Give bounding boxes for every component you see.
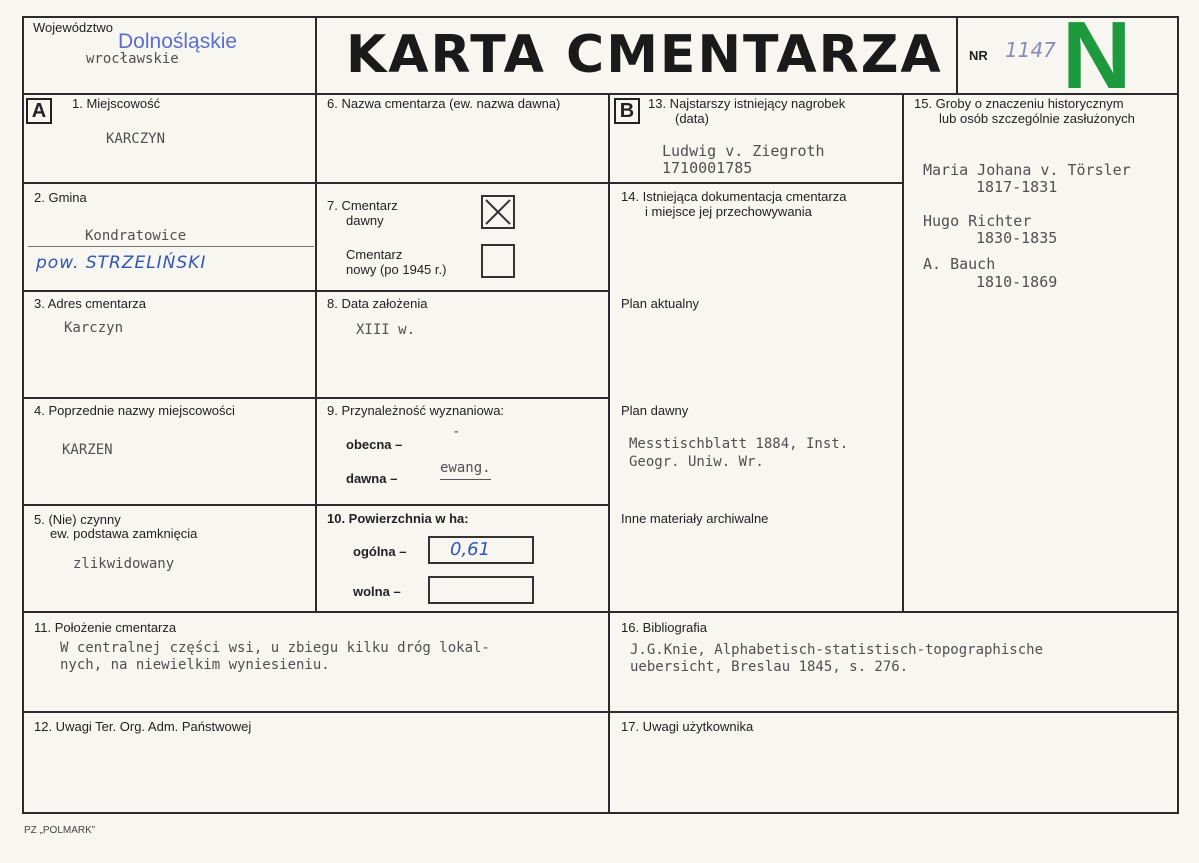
wojewodztwo-stamp: Dolnośląskie [118,30,238,53]
f7-label: 7. Cmentarz [327,198,398,213]
f8-value: XIII w. [356,322,416,338]
f14-label-line2: i miejsce jej przechowywania [645,204,812,219]
row-bottom-upper [22,611,1179,613]
title-left-divider [315,16,317,94]
f17-label: 17. Uwagi użytkownika [621,719,754,734]
f16-line2: uebersicht, Breslau 1845, s. 276. [630,659,909,675]
f11-label: 11. Położenie cmentarza [34,620,177,635]
row-b14 [608,182,904,184]
plan-former-label: Plan dawny [621,403,689,418]
f7-new-label1: Cmentarz [346,247,403,262]
wojewodztwo-typed: wrocławskie [86,51,179,67]
f13-value-line2: 17100017​85 [662,159,753,177]
f13-value-line1: Ludwig v. Ziegroth [662,142,825,160]
col-divider-3 [902,93,904,612]
grave-3-years: 1810-1869 [976,273,1058,291]
f5-label-line2: ew. podstawa zamknięcia [50,526,198,541]
row-a1 [22,182,610,184]
frame-bottom [22,812,1179,814]
section-a-box: A [26,98,52,124]
f10-label: 10. Powierzchnia w ha: [327,511,469,526]
f10-total-label: ogólna – [353,544,407,559]
page-title: KARTA CMENTARZA [346,25,943,85]
header-divider [22,93,1179,95]
f2-label: 2. Gmina [34,190,87,205]
f10-free-input[interactable] [428,576,534,604]
f9-current-label: obecna – [346,437,403,452]
other-materials-label: Inne materiały archiwalne [621,511,769,526]
f3-label: 3. Adres cmentarza [34,296,146,311]
f11-line1: W centralnej części wsi, u zbiegu kilku dróg lokal- [60,640,490,656]
printer-imprint: PZ „POLMARK” [24,825,96,836]
plan-former-line2: Geogr. Uniw. Wr. [629,454,764,470]
f9-former-value: ewang. [440,460,491,480]
f6-label: 6. Nazwa cmentarza (ew. nazwa dawna) [327,96,561,111]
f10-total-value: 0,61 [450,539,491,560]
grave-2-name: Hugo Richter [923,212,1032,230]
nr-label: NR [969,48,988,63]
gmina-underline [28,246,314,247]
col-divider-1 [315,93,317,612]
col-divider-2 [608,93,610,813]
grave-1-name: Maria Johana v. Törsler [923,161,1131,179]
f9-label: 9. Przynależność wyznaniowa: [327,403,505,418]
row-a2 [22,290,610,292]
f4-value: KARZEN [62,442,113,458]
f16-line1: J.G.Knie, Alphabetisch-statistisch-topographische [630,642,1044,658]
f10-free-label: wolna – [353,584,401,599]
grave-2-years: 1830-1835 [976,229,1058,247]
f7-old-checkbox[interactable] [481,195,515,229]
f10-total-input[interactable] [428,536,534,564]
f13-label-line2: (data) [675,111,709,126]
title-right-divider [956,16,958,94]
plan-current-label: Plan aktualny [621,296,700,311]
f7-new-checkbox[interactable] [481,244,515,278]
f14-label-line1: 14. Istniejąca dokumentacja cmentarza [621,189,847,204]
f5-label-line1: 5. (Nie) czynny [34,512,121,527]
frame-top [22,16,1179,18]
f16-label: 16. Bibliografia [621,620,707,635]
grave-1-years: 1817-1831 [976,178,1058,196]
f1-value: KARCZYN [106,131,166,147]
f5-value: zlikwidowany [73,556,175,572]
category-letter: N [1062,2,1132,109]
frame-right [1177,16,1179,814]
row-a4 [22,504,610,506]
f3-value: Karczyn [64,320,124,336]
x-mark-icon [483,197,513,227]
nr-value: 1147 [1005,38,1056,62]
f1-label: 1. Miejscowość [72,96,161,111]
f2-hand-note: pow. STRZELIŃSKI [36,253,207,273]
f8-label: 8. Data założenia [327,296,428,311]
f7-old-label: dawny [346,213,384,228]
plan-former-line1: Messtischblatt 1884, Inst. [629,436,849,452]
f2-value: Kondratowice [85,228,187,244]
row-bottom-middle [22,711,1179,713]
row-a3 [22,397,610,399]
f9-current-value: - [452,424,461,440]
grave-3-name: A. Bauch [923,255,996,273]
frame-left [22,16,24,814]
section-b-box: B [614,98,640,124]
f9-former-label: dawna – [346,471,398,486]
f15-label-line1: 15. Groby o znaczeniu historycznym [914,96,1124,111]
f7-new-label2: nowy (po 1945 r.) [346,262,447,277]
f12-label: 12. Uwagi Ter. Org. Adm. Państwowej [34,719,252,734]
f4-label: 4. Poprzednie nazwy miejscowości [34,403,235,418]
f11-line2: nych, na niewielkim wyniesieniu. [60,657,330,673]
wojewodztwo-label: Województwo [33,20,113,35]
f13-label-line1: 13. Najstarszy istniejący nagrobek [648,96,846,111]
f15-label-line2: lub osób szczególnie zasłużonych [939,111,1135,126]
